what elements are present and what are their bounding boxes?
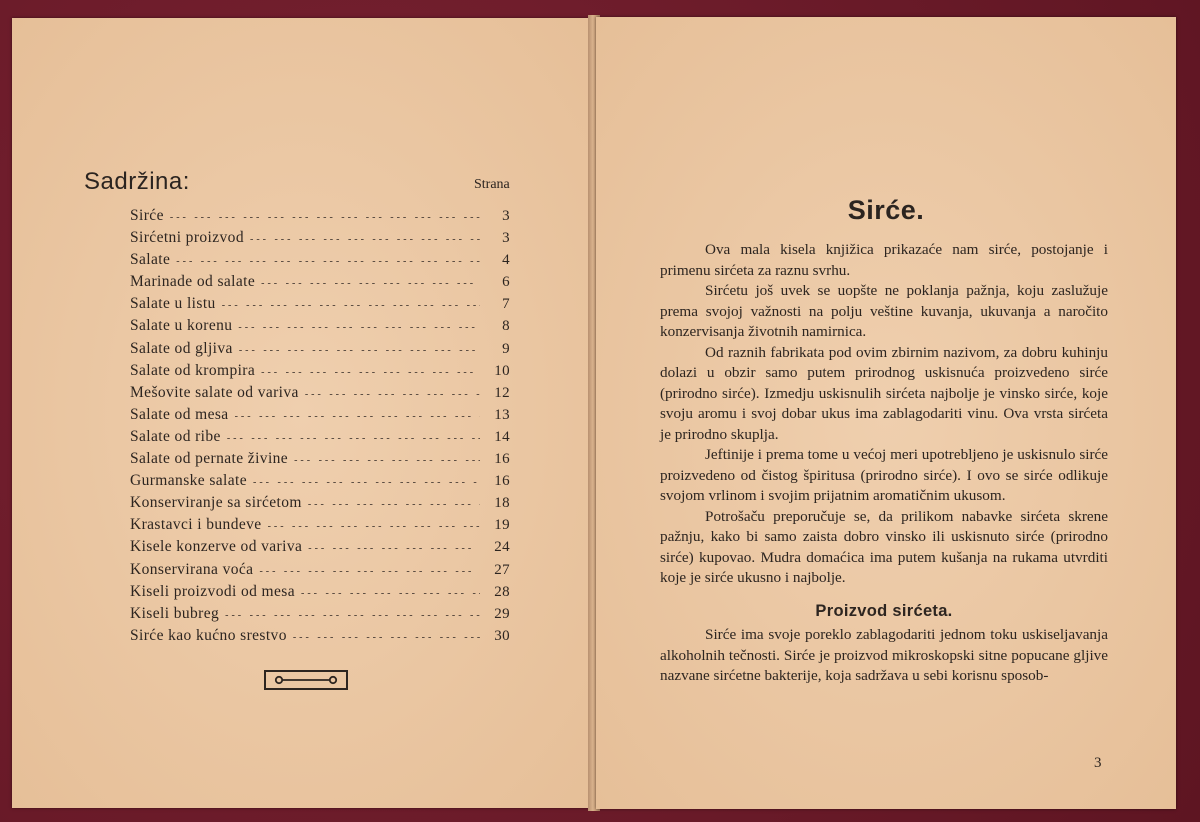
toc-entry bbox=[130, 360, 510, 382]
toc-entry-page: 4 bbox=[502, 252, 510, 269]
toc-page-column-label: Strana bbox=[474, 177, 510, 192]
page-number: 3 bbox=[1094, 755, 1102, 771]
toc-entry bbox=[130, 293, 510, 315]
toc-entry-label: Salate od gljiva bbox=[130, 339, 233, 357]
toc-entry-label: Kiseli bubreg bbox=[130, 604, 220, 622]
left-page bbox=[12, 18, 590, 808]
toc-leader bbox=[294, 450, 480, 472]
paragraph: Jeftinije i prema tome u većoj meri upotrebljeno je uskisnulo sirće proizvedeno od čistog špiritusa (prirodno sirće). I ovo se sirće odlikuje svojom vrlinom i svojim prijatnim aromatičnim ukusom. bbox=[660, 446, 1108, 504]
toc-entry-label: Salate u korenu bbox=[130, 317, 233, 335]
toc-entry bbox=[130, 271, 510, 293]
toc-leader bbox=[308, 538, 480, 560]
toc-entry bbox=[130, 404, 510, 426]
toc-entry-page: 9 bbox=[502, 340, 510, 357]
toc-entry-page: 8 bbox=[502, 318, 510, 335]
toc-entry-label: Gurmanske salate bbox=[130, 472, 248, 490]
toc-entry-page: 6 bbox=[502, 274, 510, 291]
paragraph: Sirćetu još uvek se uopšte ne poklanja pažnja, koju zaslužuje prema svojoj važnosti na polju veštine kuvanja, ukuvanja a naročito konzervisanja životnih namirnica. bbox=[660, 282, 1108, 340]
toc-entry-page: 27 bbox=[494, 561, 510, 578]
paragraph: Potrošaču preporučuje se, da prilikom nabavke sirćeta skrene pažnju, kako bi samo zaista dobro vinsko ili uskisnuto sirće (prirodno sirće) kupovao. Mudra domaćica ima putem kušanja na rukama utvrditi koje je sirće ukusno i najbolje. bbox=[660, 507, 1108, 586]
toc-entry bbox=[130, 581, 510, 603]
toc-entry-page: 19 bbox=[494, 517, 510, 534]
toc-leader bbox=[261, 362, 480, 384]
toc-title: Sadržina: bbox=[84, 168, 190, 195]
paragraph: Sirće ima svoje poreklo zablagodariti jednom toku uskiseljavanja alkoholnih tečnosti. Sirće je proizvod mikroskopski sitne popucane gljive nazvane sirćetne bakterije, koja sadržava u sebi korisnu sposob- bbox=[660, 626, 1108, 684]
toc-leader bbox=[170, 207, 480, 229]
toc-entry-page: 29 bbox=[494, 605, 510, 622]
toc-leader bbox=[261, 273, 480, 295]
toc-entry-page: 7 bbox=[502, 296, 510, 313]
toc-entry bbox=[130, 448, 510, 470]
toc-entry-page: 28 bbox=[494, 583, 510, 600]
toc-leader bbox=[225, 605, 480, 627]
toc-entry-page: 12 bbox=[494, 384, 510, 401]
toc-entry-label: Sirćetni proizvod bbox=[130, 229, 244, 247]
toc-entry-label: Salate u listu bbox=[130, 295, 216, 313]
toc-entry-page: 30 bbox=[494, 627, 510, 644]
toc-entry-page: 24 bbox=[494, 539, 510, 556]
toc-entry-page: 3 bbox=[502, 230, 510, 247]
toc-leader bbox=[238, 317, 480, 339]
toc-entry bbox=[130, 249, 510, 271]
toc-entry-page: 3 bbox=[502, 208, 510, 224]
toc-leader bbox=[305, 384, 480, 406]
toc-entry-page: 13 bbox=[494, 406, 510, 423]
toc-entry-page: 16 bbox=[494, 451, 510, 468]
toc-entry-label: Konserviranje sa sirćetom bbox=[130, 494, 302, 512]
right-page bbox=[596, 17, 1176, 809]
toc-entry-label: Marinade od salate bbox=[130, 273, 256, 291]
toc-entry-page: 16 bbox=[494, 473, 510, 490]
toc-leader bbox=[235, 406, 480, 428]
section-title: Proizvod sirćeta. bbox=[815, 601, 953, 620]
ornament-icon bbox=[264, 670, 348, 690]
toc-leader bbox=[293, 627, 480, 649]
toc-entry-label: Kisele konzerve od variva bbox=[130, 538, 303, 556]
toc-leader bbox=[301, 583, 480, 605]
toc-leader bbox=[250, 229, 480, 251]
toc-entry bbox=[130, 382, 510, 404]
toc-entry bbox=[130, 338, 510, 360]
toc-leader bbox=[253, 472, 480, 494]
toc-leader bbox=[308, 494, 480, 516]
table-of-contents bbox=[130, 205, 510, 647]
toc-entry bbox=[130, 315, 510, 337]
toc-leader bbox=[259, 561, 480, 583]
toc-entry bbox=[130, 227, 510, 249]
toc-leader bbox=[176, 251, 480, 273]
toc-entry-page: 10 bbox=[494, 362, 510, 379]
toc-leader bbox=[227, 428, 480, 450]
toc-entry-label: Salate od krompira bbox=[130, 361, 256, 379]
toc-entry-label: Salate od mesa bbox=[130, 405, 229, 423]
toc-entry-label: Salate od ribe bbox=[130, 427, 221, 445]
paragraph: Ova mala kisela knjižica prikazaće nam sirće, postojanje i primenu sirćeta za raznu svrhu. bbox=[660, 241, 1108, 279]
toc-entry bbox=[130, 603, 510, 625]
toc-entry-label: Krastavci i bundeve bbox=[130, 516, 262, 534]
toc-entry-page: 18 bbox=[494, 495, 510, 512]
toc-entry-label: Sirće bbox=[130, 207, 164, 224]
toc-entry bbox=[130, 536, 510, 558]
toc-entry-page: 14 bbox=[494, 428, 510, 445]
toc-entry-label: Salate od pernate živine bbox=[130, 450, 289, 468]
toc-entry-label: Konservirana voća bbox=[130, 560, 254, 578]
toc-entry bbox=[130, 492, 510, 514]
toc-entry-label: Mešovite salate od variva bbox=[130, 383, 299, 401]
toc-entry-label: Sirće kao kućno srestvo bbox=[130, 626, 287, 644]
toc-leader bbox=[268, 516, 480, 538]
article-body bbox=[660, 240, 1108, 687]
paragraph: Od raznih fabrikata pod ovim zbirnim nazivom, za dobru kuhinju dolazi u obzir samo putem prirodnog uskisnuća proizvedeno sirće (prirodno sirće). Izmedju uskisnulih sirćeta najbolje je vinsko sirće, koje svoju aromu i svoj dobar ukus ima zablagodariti vinu. Ova vrsta sirćeta je prirodno skuplja. bbox=[660, 343, 1108, 443]
toc-entry bbox=[130, 470, 510, 492]
toc-entry bbox=[130, 625, 510, 647]
toc-entry bbox=[130, 514, 510, 536]
toc-entry-label: Kiseli proizvodi od mesa bbox=[130, 582, 296, 600]
toc-leader bbox=[222, 295, 480, 317]
toc-entry bbox=[130, 205, 510, 227]
article-title: Sirće. bbox=[847, 195, 925, 225]
toc-entry bbox=[130, 426, 510, 448]
toc-entry-label: Salate bbox=[130, 251, 171, 269]
toc-leader bbox=[239, 340, 480, 362]
toc-entry bbox=[130, 559, 510, 581]
